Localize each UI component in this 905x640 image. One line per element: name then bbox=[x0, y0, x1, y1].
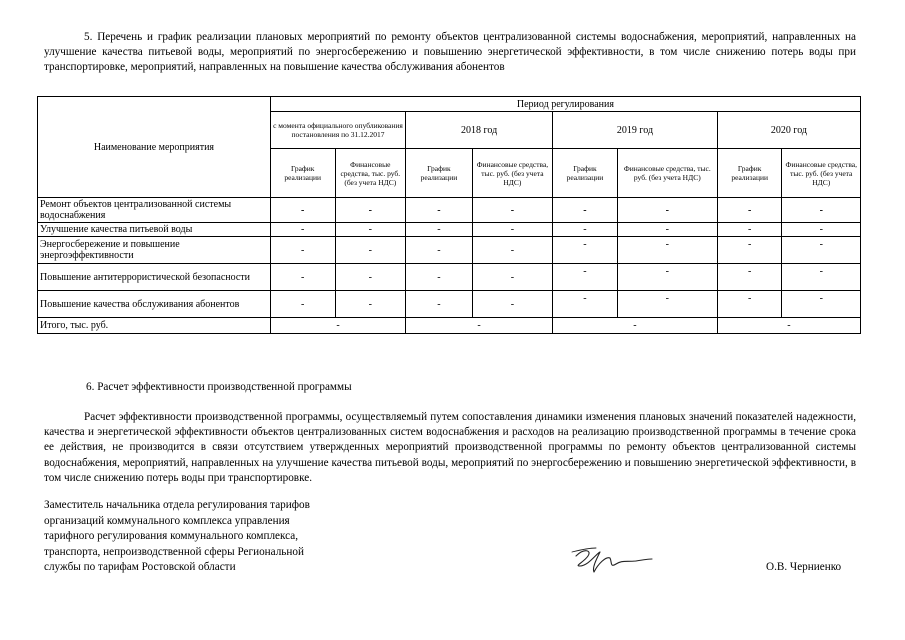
row-name: Повышение качества обслуживания абонентов bbox=[38, 291, 271, 318]
total-2017: - bbox=[270, 318, 405, 334]
table-header-period-2020: 2020 год bbox=[717, 112, 860, 149]
cell-dash: - bbox=[782, 291, 861, 318]
cell-dash: - bbox=[717, 237, 782, 264]
signatory-position-line: тарифного регулирования коммунального комплекса, bbox=[44, 530, 299, 543]
col-header-funding: Финансовые средства, тыс. руб. (без учета НДС) bbox=[472, 149, 552, 198]
cell-dash: - bbox=[335, 264, 406, 291]
table-row bbox=[38, 237, 861, 264]
cell-dash: - bbox=[553, 223, 618, 237]
col-header-funding: Финансовые средства, тыс. руб. (без учета НДС) bbox=[335, 149, 406, 198]
cell-dash: - bbox=[782, 237, 861, 264]
cell-dash: - bbox=[335, 198, 406, 223]
activities-table bbox=[37, 96, 861, 334]
signatory-position-line: организаций коммунального комплекса управления bbox=[44, 514, 290, 527]
total-2019: - bbox=[553, 318, 718, 334]
table-header-activity-name: Наименование мероприятия bbox=[38, 97, 271, 198]
cell-dash: - bbox=[270, 291, 335, 318]
table-header-period: Период регулирования bbox=[270, 97, 860, 112]
total-label: Итого, тыс. руб. bbox=[38, 318, 271, 334]
cell-dash: - bbox=[270, 223, 335, 237]
cell-dash: - bbox=[782, 264, 861, 291]
col-header-schedule: График реализации bbox=[553, 149, 618, 198]
col-header-funding: Финансовые средства, тыс. руб. (без учета НДС) bbox=[617, 149, 717, 198]
cell-dash: - bbox=[717, 198, 782, 223]
row-name: Улучшение качества питьевой воды bbox=[38, 223, 271, 237]
cell-dash: - bbox=[472, 237, 552, 264]
handwritten-signature bbox=[566, 544, 656, 580]
table-row bbox=[38, 264, 861, 291]
cell-dash: - bbox=[617, 237, 717, 264]
cell-dash: - bbox=[406, 264, 473, 291]
signatory-position-line: Заместитель начальника отдела регулирования тарифов bbox=[44, 499, 310, 511]
cell-dash: - bbox=[270, 264, 335, 291]
cell-dash: - bbox=[270, 237, 335, 264]
cell-dash: - bbox=[553, 237, 618, 264]
col-header-schedule: График реализации bbox=[270, 149, 335, 198]
cell-dash: - bbox=[717, 264, 782, 291]
cell-dash: - bbox=[782, 198, 861, 223]
cell-dash: - bbox=[406, 237, 473, 264]
section-6-body: Расчет эффективности производственной программы, осуществляемый путем сопоставления динамики изменения плановых значений показателей надежности, качества и энергетической эффективности объектов централизованных систем водоснабжения и расходов на реализацию производственной программы в течение срока ее действия, не производится в связи отсутствием утвержденных мероприятий производственной программы по ремонту объектов централизованной системы водоснабжения, мероприятий, направленных на улучшение качества питьевой воды, мероприятий по энергосбережению и повышению энергетической эффективности, в том числе снижению потерь воды при транспортировке. bbox=[44, 411, 856, 484]
table-row bbox=[38, 198, 861, 223]
cell-dash: - bbox=[406, 223, 473, 237]
table-row bbox=[38, 223, 861, 237]
cell-dash: - bbox=[717, 291, 782, 318]
section-6-heading: 6. Расчет эффективности производственной программы bbox=[86, 381, 352, 393]
table-header-period-2017: с момента официального опубликования постановления по 31.12.2017 bbox=[270, 112, 405, 149]
cell-dash: - bbox=[472, 223, 552, 237]
row-name: Ремонт объектов централизованной системы водоснабжения bbox=[38, 198, 271, 223]
cell-dash: - bbox=[472, 291, 552, 318]
cell-dash: - bbox=[553, 198, 618, 223]
col-header-funding: Финансовые средства, тыс. руб. (без учета НДС) bbox=[782, 149, 861, 198]
col-header-schedule: График реализации bbox=[406, 149, 473, 198]
cell-dash: - bbox=[782, 223, 861, 237]
cell-dash: - bbox=[406, 291, 473, 318]
row-name: Повышение антитеррористической безопасности bbox=[38, 264, 271, 291]
cell-dash: - bbox=[335, 237, 406, 264]
cell-dash: - bbox=[617, 264, 717, 291]
cell-dash: - bbox=[472, 198, 552, 223]
cell-dash: - bbox=[335, 223, 406, 237]
table-row-total bbox=[38, 318, 861, 334]
signatory-position-line: службы по тарифам Ростовской области bbox=[44, 561, 236, 574]
table-header-period-2018: 2018 год bbox=[406, 112, 553, 149]
cell-dash: - bbox=[472, 264, 552, 291]
cell-dash: - bbox=[270, 198, 335, 223]
cell-dash: - bbox=[553, 291, 618, 318]
signatory-position bbox=[44, 498, 384, 576]
row-name: Энергосбережение и повышение энергоэффективности bbox=[38, 237, 271, 264]
signatory-position-line: транспорта, непроизводственной сферы Региональной bbox=[44, 545, 304, 558]
section-5-heading: 5. Перечень и график реализации плановых мероприятий по ремонту объектов централизованной системы водоснабжения, мероприятий, направленных на улучшение качества питьевой воды, мероприятий по энергосбережению и повышению энергетической эффективности, в том числе снижению потерь воды при транспортировке, мероприятий, направленных на повышение качества обслуживания абонентов bbox=[44, 31, 856, 74]
cell-dash: - bbox=[335, 291, 406, 318]
table-row bbox=[38, 291, 861, 318]
cell-dash: - bbox=[617, 223, 717, 237]
cell-dash: - bbox=[717, 223, 782, 237]
total-2018: - bbox=[406, 318, 553, 334]
total-2020: - bbox=[717, 318, 860, 334]
table-header-period-2019: 2019 год bbox=[553, 112, 718, 149]
cell-dash: - bbox=[553, 264, 618, 291]
cell-dash: - bbox=[406, 198, 473, 223]
signatory-name: О.В. Черниенко bbox=[766, 561, 842, 573]
cell-dash: - bbox=[617, 291, 717, 318]
col-header-schedule: График реализации bbox=[717, 149, 782, 198]
cell-dash: - bbox=[617, 198, 717, 223]
